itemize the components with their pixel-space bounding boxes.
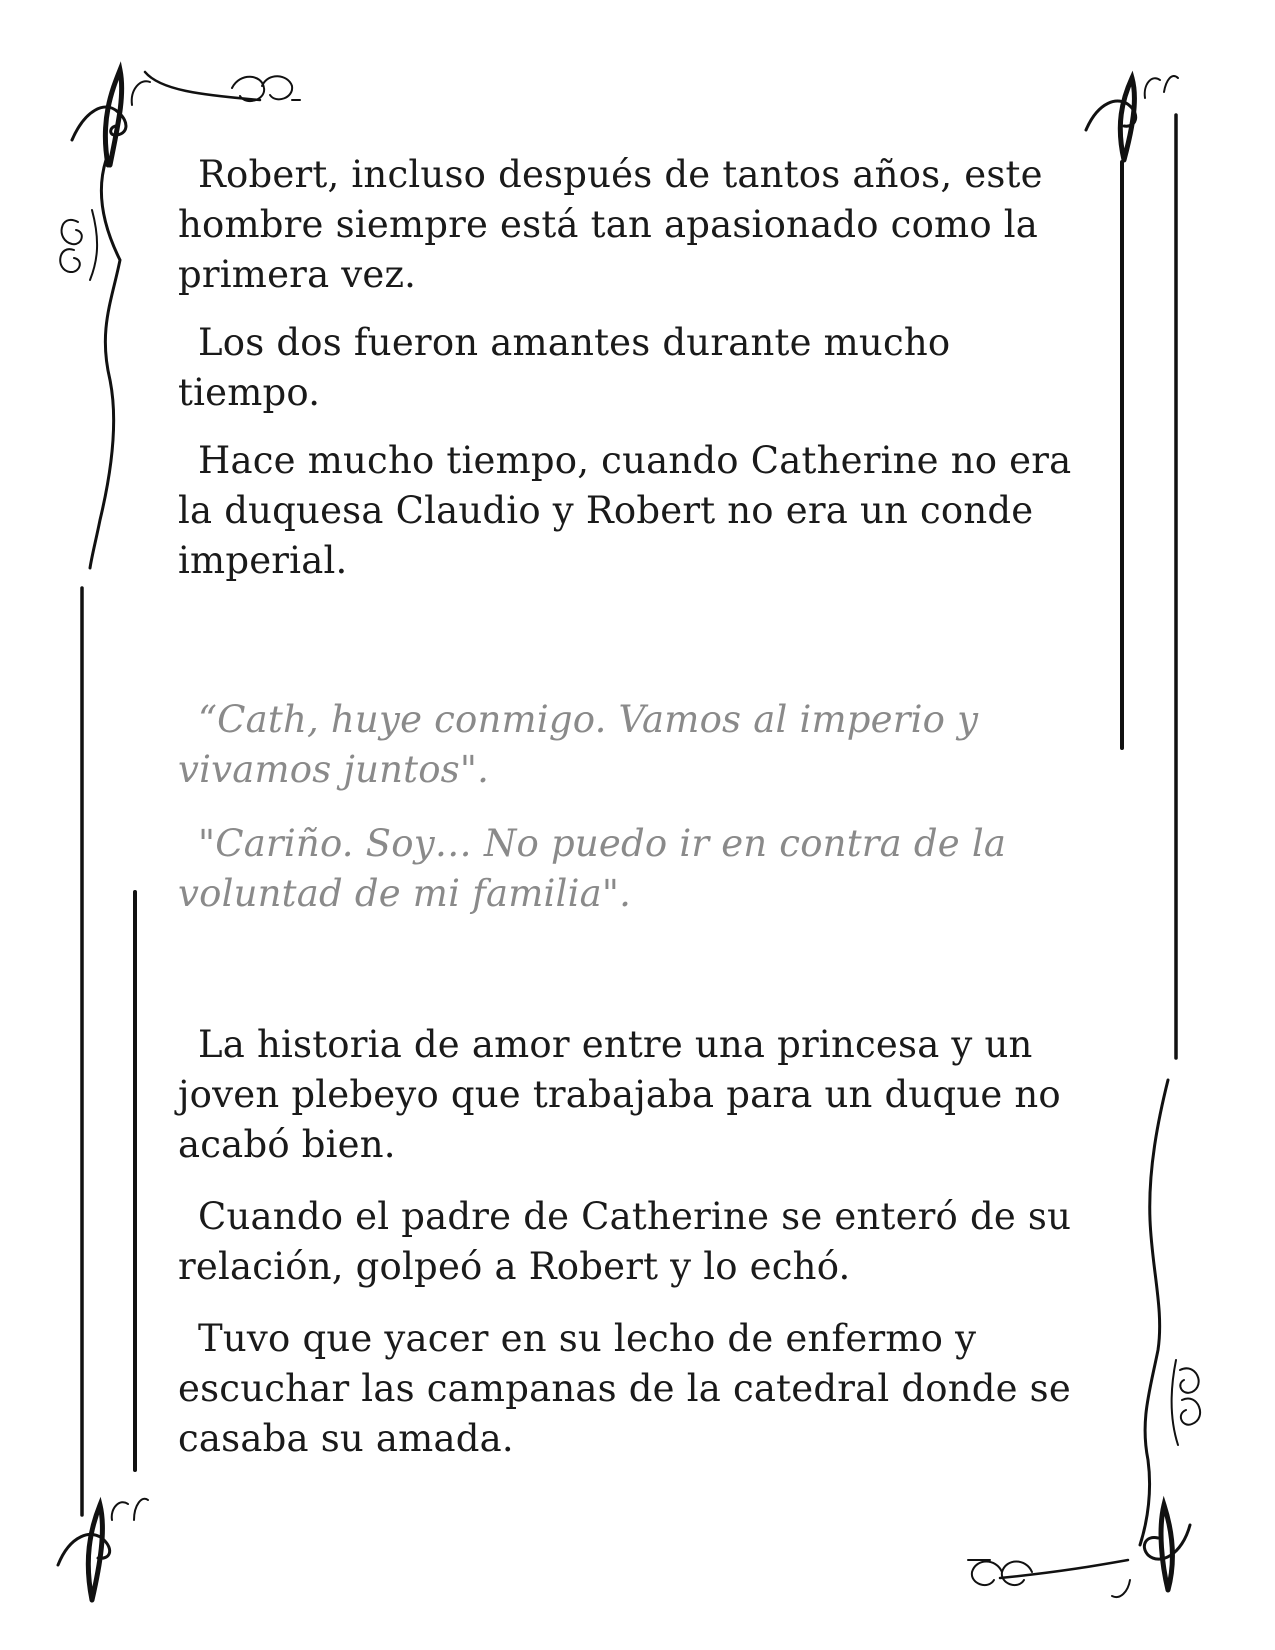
- paragraph: La historia de amor entre una princesa y un joven plebeyo que trabajaba para un duque no acabó bien.: [178, 1023, 1061, 1166]
- paragraph-group-1: [178, 150, 1098, 586]
- paragraph-group-2: [178, 1020, 1098, 1464]
- paragraph: Tuvo que yacer en su lecho de enfermo y escuchar las campanas de la catedral donde se casaba su amada.: [178, 1317, 1071, 1460]
- paragraph: Hace mucho tiempo, cuando Catherine no era la duquesa Claudio y Robert no era un conde imperial.: [178, 439, 1072, 582]
- bottom-left-flourish: [58, 1499, 148, 1600]
- paragraph: Los dos fueron amantes durante mucho tiempo.: [178, 321, 951, 414]
- dialogue-line: "Cariño. Soy… No puedo ir en contra de la voluntad de mi familia".: [178, 822, 1007, 915]
- top-right-flourish: [1086, 76, 1178, 160]
- dialogue-group: [178, 695, 1098, 919]
- paragraph: Robert, incluso después de tantos años, este hombre siempre está tan apasionado como la primera vez.: [178, 153, 1043, 296]
- paragraph: Cuando el padre de Catherine se enteró de su relación, golpeó a Robert y lo echó.: [178, 1195, 1072, 1288]
- dialogue-line: “Cath, huye conmigo. Vamos al imperio y vivamos juntos".: [178, 698, 979, 791]
